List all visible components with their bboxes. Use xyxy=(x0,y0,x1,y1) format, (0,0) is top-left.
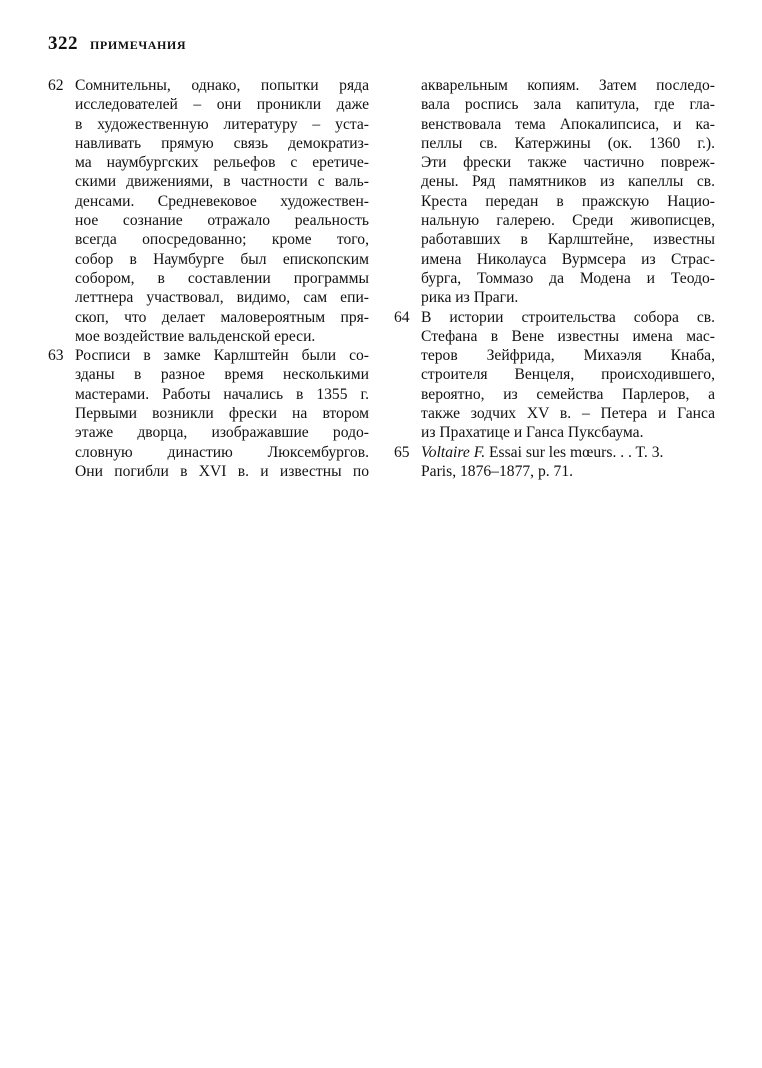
note-line: работавших в Карлштейне, известны xyxy=(421,231,715,249)
page-header xyxy=(48,33,186,57)
note-line: строителя Венцеля, происходившего, xyxy=(421,366,715,384)
note-line: рика из Праги. xyxy=(421,289,519,307)
note-line: навливать прямую связь демократиз- xyxy=(75,134,369,152)
note-line: в художественную литературу – уста- xyxy=(75,115,369,133)
note-line: нальную галерею. Среди живописцев, xyxy=(421,212,715,230)
note-65 xyxy=(394,443,715,482)
note-line: Paris, 1876–1877, p. 71. xyxy=(421,462,574,480)
note-line: ное сознание отражало реальность xyxy=(75,212,369,230)
note-line: зданы в разное время несколькими xyxy=(75,366,369,384)
note-line: венствовала тема Апокалипсиса, и ка- xyxy=(421,115,715,133)
note-line: Они погибли в XVI в. и известны по xyxy=(75,462,369,480)
note-64 xyxy=(394,308,715,443)
note-line: исследователей – они проникли даже xyxy=(75,96,369,114)
note-line: В истории строительства собора св. xyxy=(421,308,715,326)
running-head: ПРИМЕЧАНИЯ xyxy=(90,38,187,52)
note-line: скими движениями, в частности с валь- xyxy=(75,173,369,191)
note-line: всегда опосредованно; кроме того, xyxy=(75,231,369,249)
cited-title: Essai sur les mœurs. . . T. 3. xyxy=(485,443,664,461)
note-line: Росписи в замке Карлштейн были со- xyxy=(75,347,369,365)
note-line: собором, в составлении программы xyxy=(75,269,369,287)
note-line: Эти фрески также частично повреж- xyxy=(421,154,715,172)
note-line: дены. Ряд памятников из капеллы св. xyxy=(421,173,715,191)
note-line: ма наумбургских рельефов с еретиче- xyxy=(75,154,369,172)
note-line: акварельным копиям. Затем последо- xyxy=(421,77,715,94)
note-line: вероятно, из семейства Парлеров, а xyxy=(421,385,715,403)
note-line: теров Зейфрида, Михаэля Кнаба, xyxy=(421,347,715,365)
note-line: денсами. Средневековое художествен- xyxy=(75,192,369,210)
note-number: 63 xyxy=(48,347,64,365)
note-line: вала роспись зала капитула, где гла- xyxy=(421,96,715,114)
note-line: Стефана в Вене известны имена мас- xyxy=(421,327,715,345)
note-number: 64 xyxy=(394,308,410,326)
note-line: пеллы св. Катержины (ок. 1360 г.). xyxy=(421,134,715,152)
note-line: Сомнительны, однако, попытки ряда xyxy=(75,77,369,94)
cited-author: Voltaire F. xyxy=(421,443,486,461)
note-line: леттнера участвовал, видимо, сам епи- xyxy=(75,289,369,307)
note-63 xyxy=(48,346,369,481)
note-line: также зодчих XV в. – Петера и Ганса xyxy=(421,405,715,423)
note-line: Первыми возникли фрески на втором xyxy=(75,405,369,423)
left-column xyxy=(48,76,369,481)
note-line: скоп, что делает маловероятным пря- xyxy=(75,308,369,326)
note-number: 65 xyxy=(394,443,410,461)
note-line: этаже дворца, изображавшие родо- xyxy=(75,424,369,442)
right-column xyxy=(394,76,715,481)
note-line: собор в Наумбурге был епископским xyxy=(75,250,369,268)
note-62 xyxy=(48,76,369,346)
page-number: 322 xyxy=(48,33,78,54)
note-number: 62 xyxy=(48,77,64,94)
note-line: бурга, Томмазо да Модена и Теодо- xyxy=(421,269,715,287)
note-line: мастерами. Работы начались в 1355 г. xyxy=(75,385,369,403)
note-line: имена Николауса Вурмсера из Страс- xyxy=(421,250,715,268)
note-63-continued xyxy=(394,76,715,308)
note-line: мое воздействие вальденской ереси. xyxy=(75,327,316,345)
note-line: из Прахатице и Ганса Пуксбаума. xyxy=(421,424,644,442)
note-line: словную династию Люксембургов. xyxy=(75,443,369,461)
note-line: Креста передан в пражскую Нацио- xyxy=(421,192,715,210)
